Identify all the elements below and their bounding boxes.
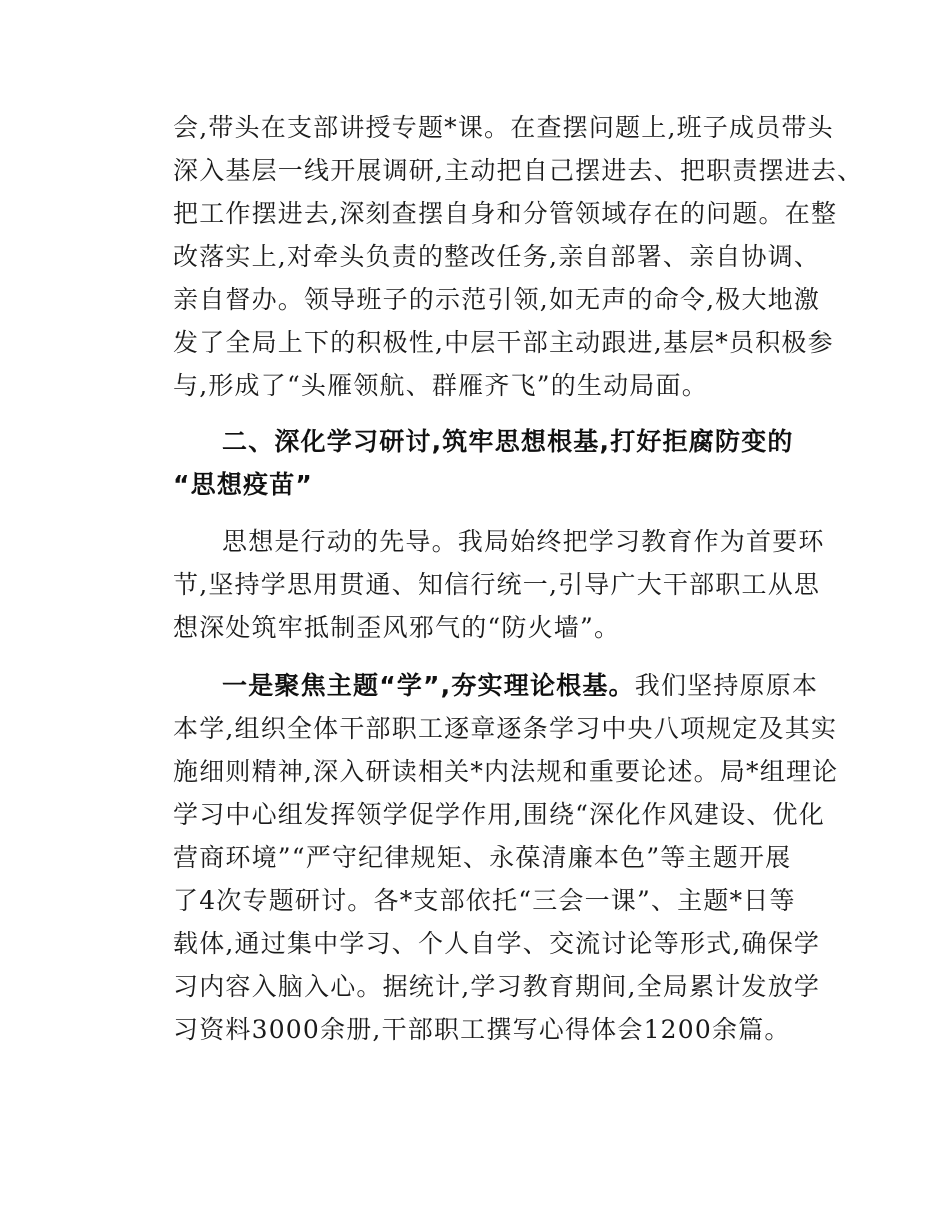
paragraph-line: 发了全局上下的积极性,中层干部主动跟进,基层*员积极参 — [173, 328, 834, 357]
paragraph-line: 营商环境”“严守纪律规矩、永葆清廉本色”等主题开展 — [173, 843, 792, 872]
paragraph-line: 深入基层一线开展调研,主动把自己摆进去、把职责摆进去、 — [173, 156, 864, 185]
section-heading: “思想疫苗” — [173, 470, 314, 499]
paragraph-line: 改落实上,对牵头负责的整改任务,亲自部署、亲自协调、 — [173, 242, 821, 271]
paragraph-line: 节,坚持学思用贯通、知信行统一,引导广大干部职工从思 — [173, 570, 821, 599]
paragraph-line: 把工作摆进去,深刻查摆自身和分管领域存在的问题。在整 — [173, 199, 838, 228]
paragraph-line: 想深处筑牢抵制歪风邪气的“防火墙”。 — [173, 613, 621, 642]
paragraph-lead: 一是聚焦主题“学”,夯实理论根基。 — [222, 671, 635, 700]
paragraph-line: 学习中心组发挥领学促学作用,围绕“深化作风建设、优化 — [173, 800, 825, 829]
paragraph-line: 与,形成了“头雁领航、群雁齐飞”的生动局面。 — [173, 371, 708, 400]
section-heading: 二、深化学习研讨,筑牢思想根基,打好拒腐防变的 — [222, 427, 794, 456]
paragraph-line: 施细则精神,深入研读相关*内法规和重要论述。局*组理论 — [173, 757, 839, 786]
paragraph-line: 习内容入脑入心。据统计,学习教育期间,全局累计发放学 — [173, 972, 821, 1001]
paragraph-text: 我们坚持原原本 — [634, 671, 819, 700]
paragraph-line: 了4次专题研讨。各*支部依托“三会一课”、主题*日等 — [173, 886, 796, 915]
paragraph-line: 思想是行动的先导。我局始终把学习教育作为首要环 — [222, 527, 825, 556]
paragraph-line: 会,带头在支部讲授专题*课。在查摆问题上,班子成员带头 — [173, 113, 834, 142]
paragraph-line: 亲自督办。领导班子的示范引领,如无声的命令,极大地激 — [173, 285, 821, 314]
paragraph-first-line — [222, 671, 818, 701]
paragraph-line: 习资料3000余册,干部职工撰写心得体会1200余篇。 — [173, 1015, 791, 1044]
paragraph-line: 本学,组织全体干部职工逐章逐条学习中央八项规定及其实 — [173, 714, 838, 743]
paragraph-line: 载体,通过集中学习、个人自学、交流讨论等形式,确保学 — [173, 929, 821, 958]
